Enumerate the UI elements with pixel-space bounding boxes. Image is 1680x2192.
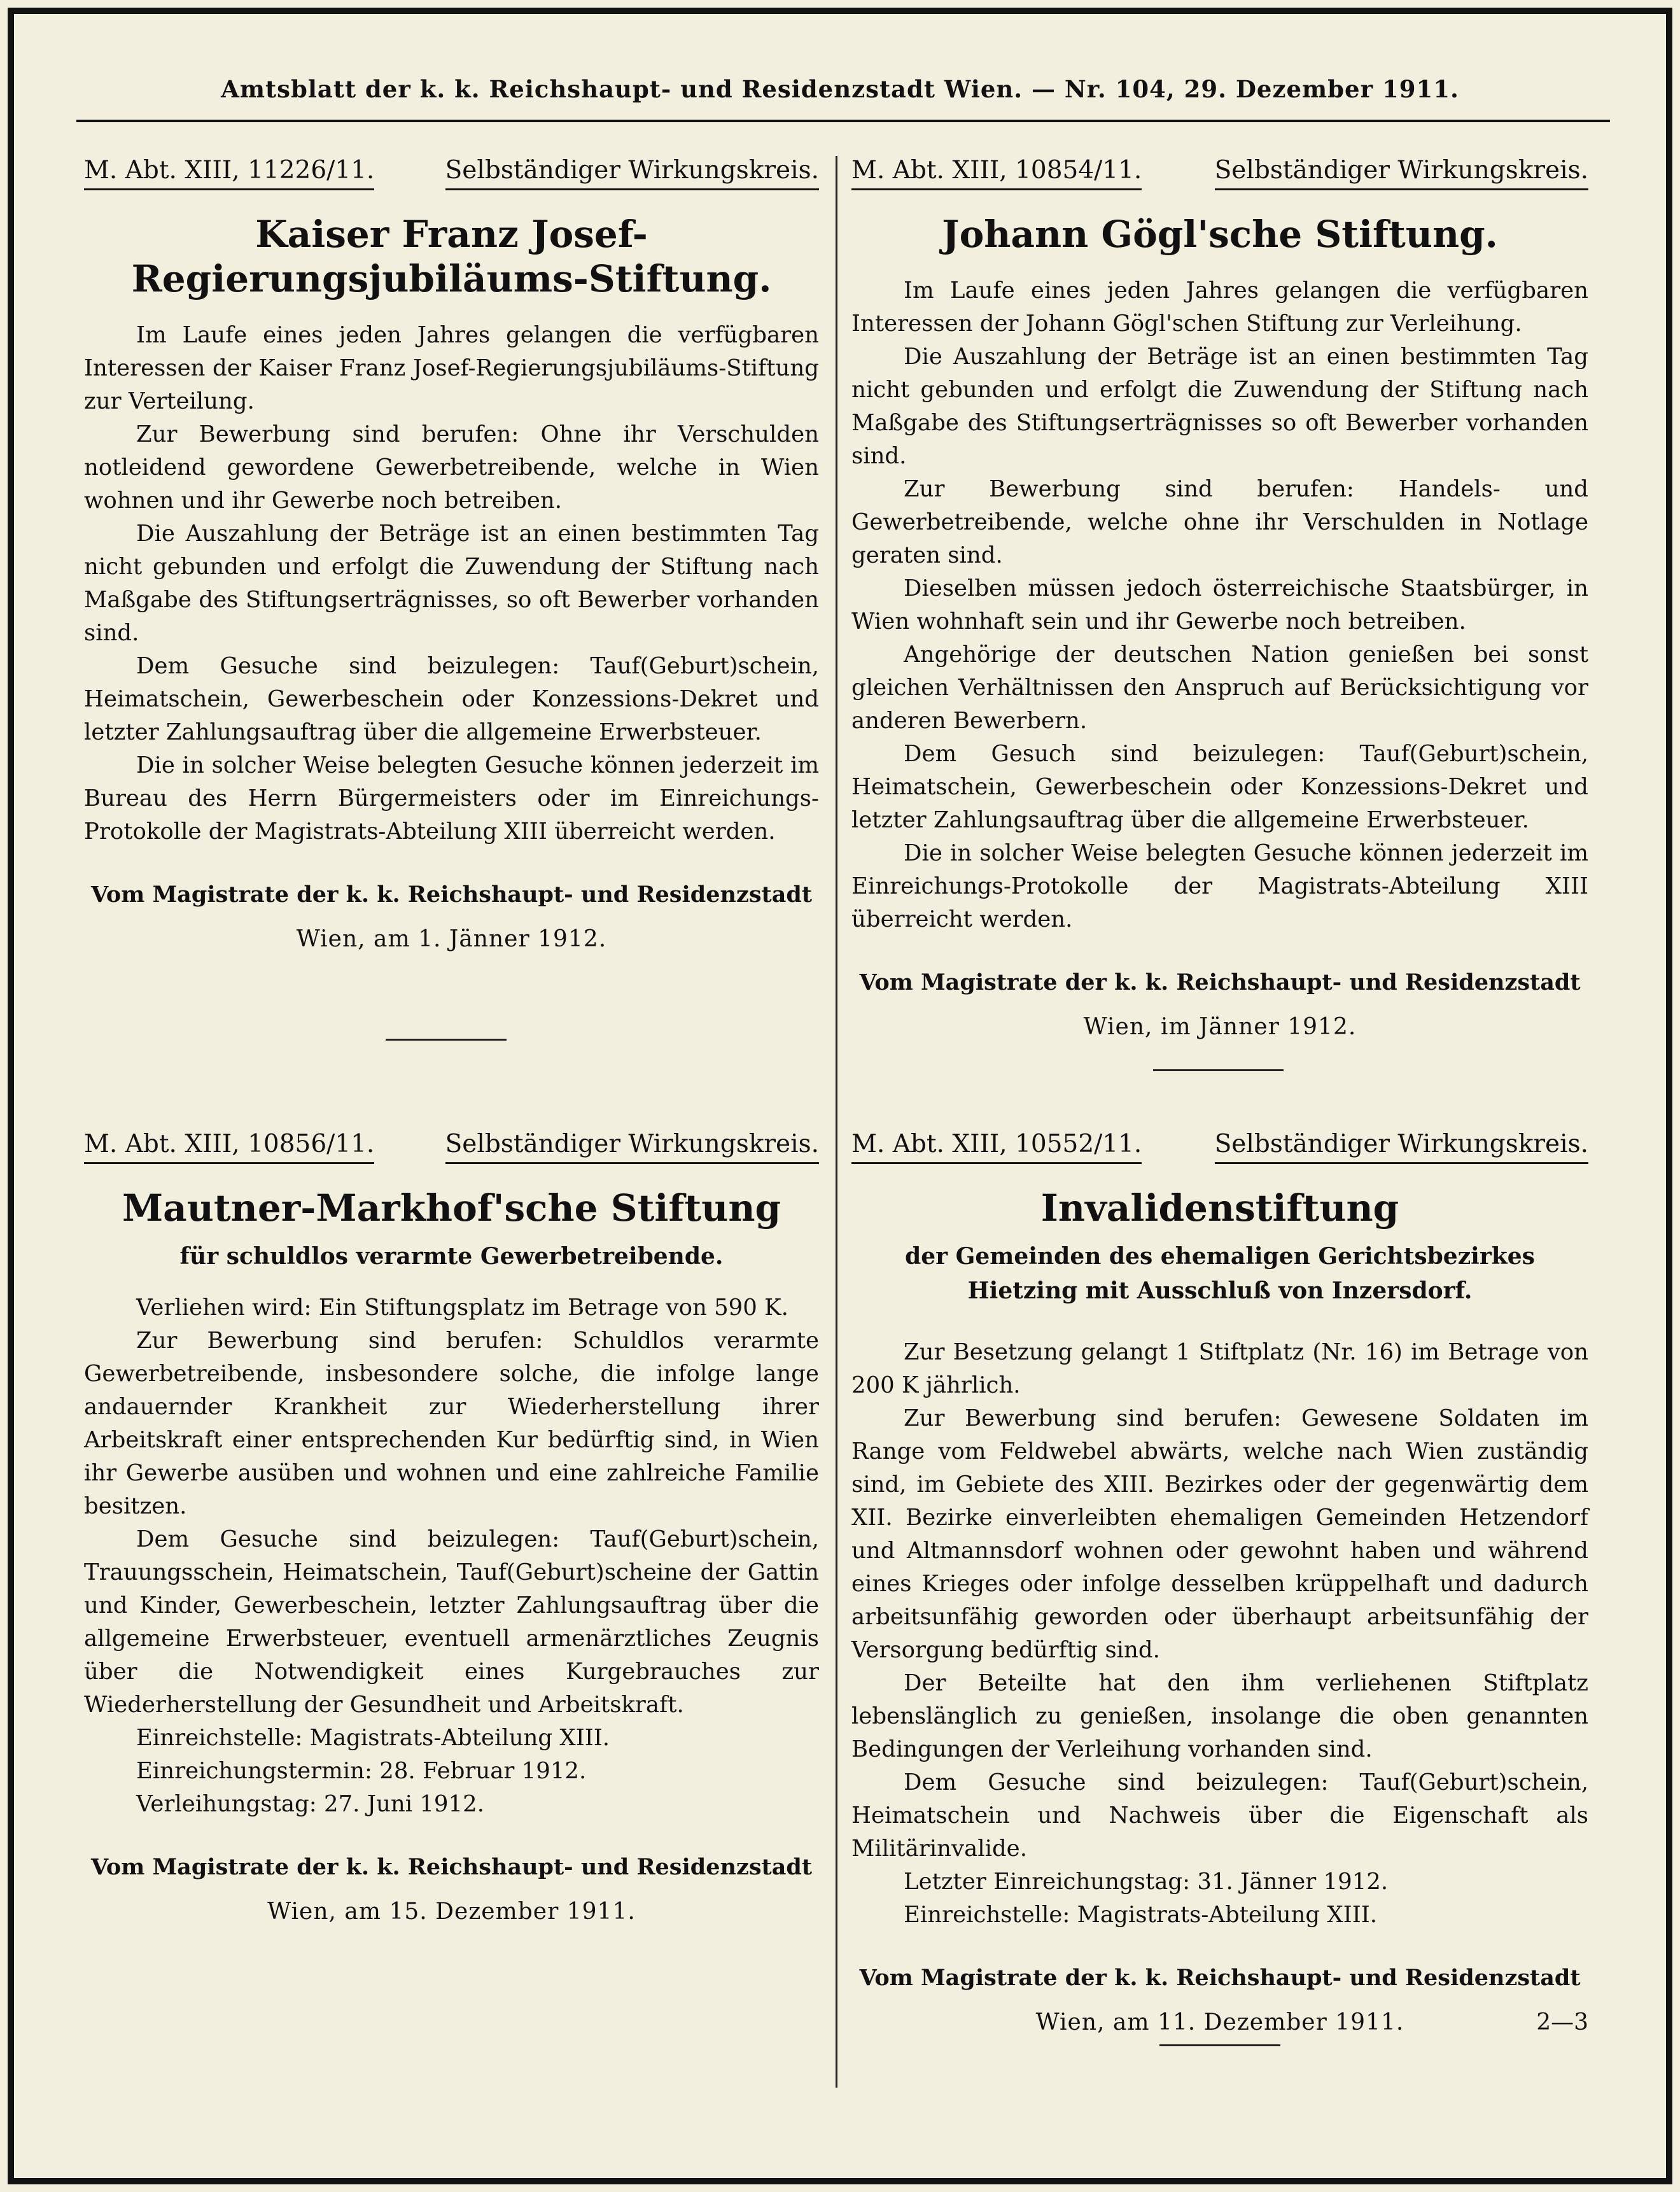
section-title: Kaiser Franz Josef-Regierungsjubiläums-Stiftung. (131, 213, 772, 300)
section-ref: M. Abt. XIII, 10854/11. (851, 156, 1142, 190)
section-ref: M. Abt. XIII, 10856/11. (84, 1130, 374, 1164)
column-divider (836, 156, 837, 2088)
section-title: Mautner-Markhof'sche Stiftung (122, 1186, 781, 1230)
paragraph: Verliehen wird: Ein Stiftungsplatz im Betrage von 590 K. (136, 1295, 788, 1321)
place-date (851, 2006, 1588, 2040)
section-mautner-markhof (84, 1130, 819, 1929)
place-date (84, 922, 819, 957)
page-header: Amtsblatt der k. k. Reichshaupt- und Residenzstadt Wien. — Nr. 104, 29. Dezember 1911. (221, 75, 1459, 103)
section-kind: Selbständiger Wirkungskreis. (445, 156, 819, 190)
paragraph: Die Auszahlung der Beträge ist an einen bestimmten Tag nicht gebunden und erfolgt die Zuwendung der Stiftung nach Maßgabe des Stiftungserträgnisses so oft Bewerber vorhanden sind. (851, 344, 1588, 469)
section-header (851, 1130, 1588, 1164)
paragraph: Im Laufe eines jeden Jahres gelangen die verfügbaren Interessen der Kaiser Franz Josef-Regierungsjubiläums-Stiftung zur Verteilung. (84, 322, 819, 414)
paragraph: Dem Gesuch sind beizulegen: Tauf(Geburt)schein, Heimatschein, Gewerbeschein oder Konzessions-Dekret und letzter Zahlungsauftrag über die allgemeine Erwerbsteuer. (851, 741, 1588, 833)
paragraph: Im Laufe eines jeden Jahres gelangen die verfügbaren Interessen der Johann Gögl'schen Stiftung zur Verleihung. (851, 278, 1588, 337)
section-separator (386, 1039, 507, 1041)
paragraph: Dem Gesuche sind beizulegen: Tauf(Geburt)schein, Trauungsschein, Heimatschein, Tauf(Geburt)scheine der Gattin und Kinder, Gewerbeschein, letzter Zahlungsauftrag über die allgemeine Erwerbsteuer, eventuell armenärztliches Zeugnis über die Notwendigkeit eines Kurgebrauches zur Wiederherstellung der Gesundheit und Arbeitskraft. (84, 1526, 819, 1718)
section-header (851, 156, 1588, 190)
section-invalidenstiftung (851, 1130, 1588, 2040)
paragraph: Dem Gesuche sind beizulegen: Tauf(Geburt)schein, Heimatschein und Nachweis über die Eigenschaft als Militärinvalide. (851, 1769, 1588, 1862)
section-title: Invalidenstiftung (1040, 1186, 1399, 1230)
paragraph: Einreichungstermin: 28. Februar 1912. (136, 1758, 587, 1784)
paragraph: Dem Gesuche sind beizulegen: Tauf(Geburt)schein, Heimatschein, Gewerbeschein oder Konzessions-Dekret und letzter Zahlungsauftrag über die allgemeine Erwerbsteuer. (84, 653, 819, 745)
section-body (851, 274, 1588, 936)
paragraph: Zur Bewerbung sind berufen: Handels- und Gewerbetreibende, welche ohne ihr Verschulden in Notlage geraten sind. (851, 476, 1588, 568)
section-body (851, 1336, 1588, 1932)
place-date (84, 1895, 819, 1929)
paragraph: Die in solcher Weise belegten Gesuche können jederzeit im Einreichungs-Protokolle der Magistrats-Abteilung XIII überreicht werden. (851, 840, 1588, 932)
section-header (84, 1130, 819, 1164)
paragraph: Letzter Einreichungstag: 31. Jänner 1912. (904, 1869, 1389, 1895)
place-date-text: Wien, im Jänner 1912. (1083, 1014, 1357, 1040)
section-kind: Selbständiger Wirkungskreis. (445, 1130, 819, 1164)
paragraph: Dieselben müssen jedoch österreichische Staatsbürger, in Wien wohnhaft sein und ihr Gewerbe noch betreiben. (851, 575, 1588, 635)
section-body (84, 319, 819, 848)
paragraph: Einreichstelle: Magistrats-Abteilung XIII. (136, 1725, 610, 1751)
place-date-text: Wien, am 1. Jänner 1912. (296, 926, 607, 952)
section-subtitle: der Gemeinden des ehemaligen Gerichtsbezirkes Hietzing mit Ausschluß von Inzersdorf. (905, 1243, 1535, 1304)
section-title: Johann Gögl'sche Stiftung. (942, 213, 1498, 256)
section-header (84, 156, 819, 190)
paragraph: Einreichstelle: Magistrats-Abteilung XIII. (904, 1902, 1378, 1928)
section-kind: Selbständiger Wirkungskreis. (1215, 156, 1588, 190)
place-date-text: Wien, am 15. Dezember 1911. (267, 1899, 636, 1925)
paragraph: Die in solcher Weise belegten Gesuche können jederzeit im Bureau des Herrn Bürgermeisters oder im Einreichungs-Protokolle der Magistrats-Abteilung XIII überreicht werden. (84, 752, 819, 845)
issue-note: 2—3 (1536, 2009, 1588, 2035)
paragraph: Zur Bewerbung sind berufen: Schuldlos verarmte Gewerbetreibende, insbesondere solche, die infolge lange andauernder Krankheit zur Wiederherstellung ihrer Arbeitskraft einer entsprechenden Kur bedürftig sind, in Wien ihr Gewerbe ausüben und wohnen und eine zahlreiche Familie besitzen. (84, 1328, 819, 1519)
place-date-text: Wien, am 11. Dezember 1911. (1035, 2009, 1404, 2035)
section-ref: M. Abt. XIII, 10552/11. (851, 1130, 1142, 1164)
paragraph: Der Beteilte hat den ihm verliehenen Stiftplatz lebenslänglich zu genießen, insolange die oben genannten Bedingungen der Verleihung vorhanden sind. (851, 1670, 1588, 1762)
section-subtitle: für schuldlos verarmte Gewerbetreibende. (179, 1243, 724, 1270)
signature: Vom Magistrate der k. k. Reichshaupt- und Residenzstadt (90, 882, 813, 908)
section-body (84, 1291, 819, 1821)
section-separator (1153, 1069, 1284, 1071)
place-date (851, 1010, 1588, 1044)
signature: Vom Magistrate der k. k. Reichshaupt- und Residenzstadt (859, 969, 1581, 995)
section-kaiser-franz-josef (84, 156, 819, 957)
section-ref: M. Abt. XIII, 11226/11. (84, 156, 374, 190)
paragraph: Zur Bewerbung sind berufen: Gewesene Soldaten im Range vom Feldwebel abwärts, welche nach Wien zuständig sind, im Gebiete des XIII. Bezirkes oder der gegenwärtig dem XII. Bezirke einverleibten ehemaligen Gemeinden Hetzendorf und Altmannsdorf wohnen oder gewohnt haben und während eines Krieges oder infolge desselben krüppelhaft und dadurch arbeitsunfähig geworden oder überhaupt arbeitsunfähig der Versorgung bedürftig sind. (851, 1405, 1588, 1663)
signature: Vom Magistrate der k. k. Reichshaupt- und Residenzstadt (90, 1854, 813, 1880)
section-kind: Selbständiger Wirkungskreis. (1215, 1130, 1588, 1164)
paragraph: Verleihungstag: 27. Juni 1912. (136, 1791, 484, 1817)
signature: Vom Magistrate der k. k. Reichshaupt- und Residenzstadt (859, 1965, 1581, 1991)
header-rule (76, 120, 1610, 122)
paragraph: Zur Bewerbung sind berufen: Ohne ihr Verschulden notleidend gewordene Gewerbetreibende, welche in Wien wohnen und ihr Gewerbe noch betreiben. (84, 421, 819, 514)
section-johann-goegl (851, 156, 1588, 1044)
paragraph: Die Auszahlung der Beträge ist an einen bestimmten Tag nicht gebunden und erfolgt die Zuwendung der Stiftung nach Maßgabe des Stiftungserträgnisses, so oft Bewerber vorhanden sind. (84, 521, 819, 646)
section-separator (1159, 2044, 1280, 2046)
paragraph: Zur Besetzung gelangt 1 Stiftplatz (Nr. 16) im Betrage von 200 K jährlich. (851, 1339, 1588, 1398)
paragraph: Angehörige der deutschen Nation genießen bei sonst gleichen Verhältnissen den Anspruch auf Berücksichtigung vor anderen Bewerbern. (851, 642, 1588, 734)
